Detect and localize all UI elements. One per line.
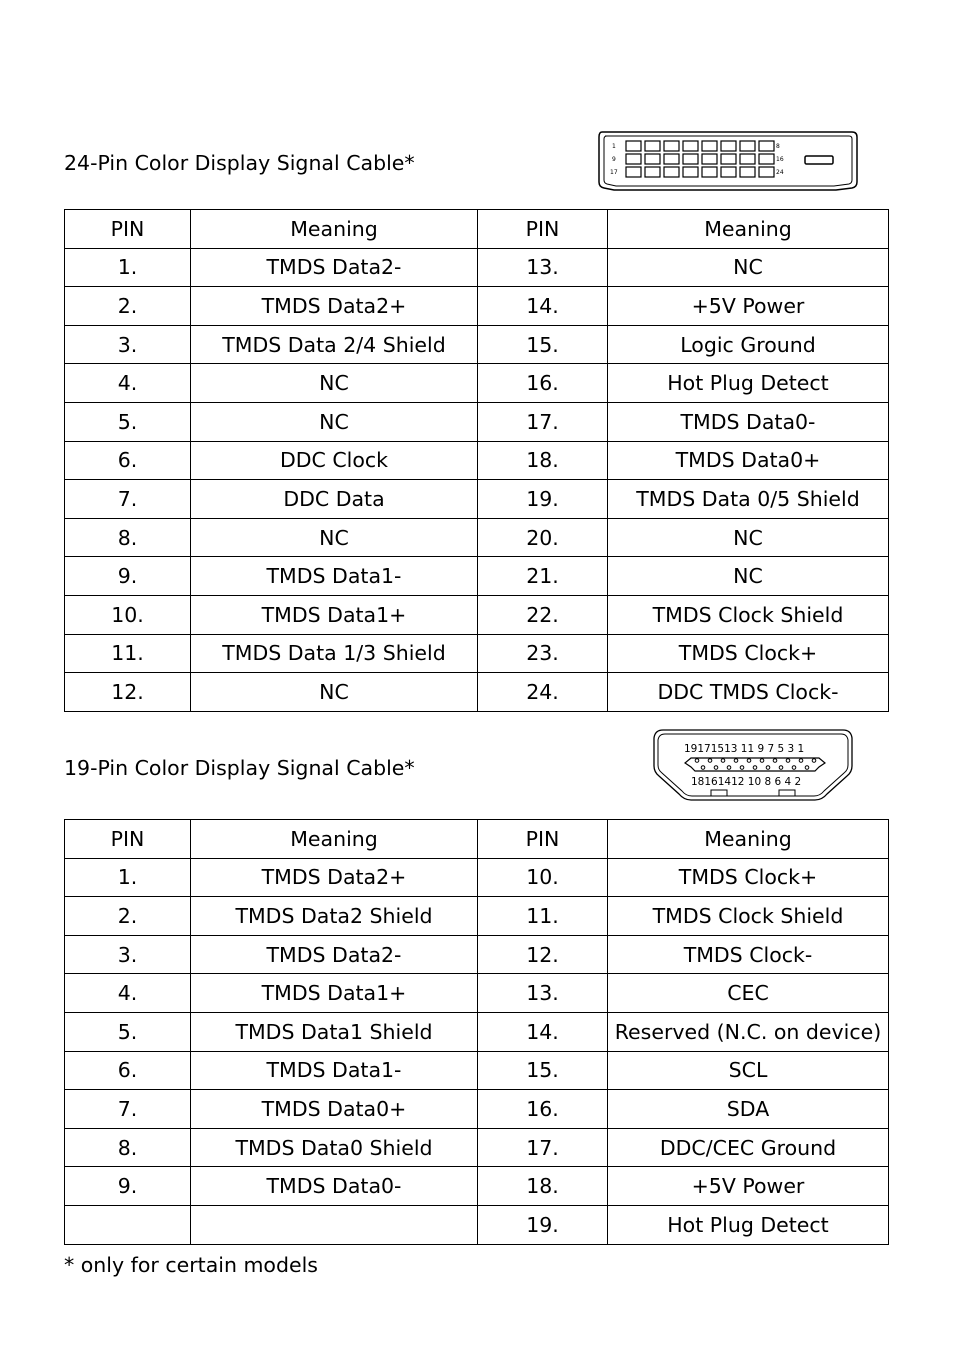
pin-number-cell: 19. xyxy=(478,480,608,519)
pin-meaning-cell: DDC TMDS Clock- xyxy=(608,673,889,712)
dvi-pin-socket xyxy=(645,154,660,164)
pin-number-cell: 4. xyxy=(65,974,191,1013)
hdmi-pin-contact xyxy=(708,759,712,763)
pin-number-cell: 13. xyxy=(478,974,608,1013)
pin-meaning-cell: Hot Plug Detect xyxy=(608,364,889,403)
pin-number-cell: 20. xyxy=(478,518,608,557)
pin-meaning-cell: TMDS Clock+ xyxy=(608,858,889,897)
hdmi-pin-contact xyxy=(766,766,770,770)
pin-number-cell: 5. xyxy=(65,402,191,441)
table-row xyxy=(65,595,889,634)
dvi-pin-socket xyxy=(626,141,641,151)
column-header: PIN xyxy=(478,820,608,859)
pin-meaning-cell: TMDS Data 0/5 Shield xyxy=(608,480,889,519)
pin-number-cell: 6. xyxy=(65,1051,191,1090)
hdmi-pin-contact xyxy=(779,766,783,770)
hdmi-pin-contact xyxy=(721,759,725,763)
pin-meaning-cell: TMDS Data1 Shield xyxy=(191,1012,478,1051)
pin-meaning-cell: TMDS Data2- xyxy=(191,935,478,974)
column-header: Meaning xyxy=(191,210,478,249)
pin-number-cell: 19. xyxy=(478,1205,608,1244)
hdmi-pin-contact xyxy=(812,759,816,763)
dvi-pin-socket xyxy=(664,141,679,151)
dvi-pin-socket xyxy=(759,154,774,164)
table-row xyxy=(65,897,889,936)
table-row xyxy=(65,1090,889,1129)
dvi-connector-icon xyxy=(596,130,860,194)
pin-meaning-cell: TMDS Data2- xyxy=(191,248,478,287)
dvi-pin-label: 17 xyxy=(610,169,618,176)
dvi-pin-socket xyxy=(759,141,774,151)
table-row xyxy=(65,673,889,712)
hdmi-pin-contact xyxy=(714,766,718,770)
pin-meaning-cell: Hot Plug Detect xyxy=(608,1205,889,1244)
pin-number-cell: 17. xyxy=(478,1128,608,1167)
pin-meaning-cell: SDA xyxy=(608,1090,889,1129)
pin-number-cell: 2. xyxy=(65,287,191,326)
pin-number-cell: 18. xyxy=(478,441,608,480)
pin-meaning-cell: TMDS Data 2/4 Shield xyxy=(191,325,478,364)
dvi-pin-socket xyxy=(683,141,698,151)
pin-meaning-cell: TMDS Data2+ xyxy=(191,858,478,897)
table-header-row xyxy=(65,820,889,859)
pin-number-cell: 3. xyxy=(65,935,191,974)
pin-number-cell: 1. xyxy=(65,248,191,287)
footnote: * only for certain models xyxy=(64,1253,318,1277)
dvi-pin-label: 9 xyxy=(612,156,616,163)
dvi-caption: 24-Pin Color Display Signal Cable* xyxy=(64,151,415,175)
pin-number-cell: 15. xyxy=(478,325,608,364)
pin-number-cell: 7. xyxy=(65,480,191,519)
column-header: PIN xyxy=(478,210,608,249)
dvi-pin-socket xyxy=(664,154,679,164)
hdmi-pin-contact xyxy=(753,766,757,770)
pin-meaning-cell: Logic Ground xyxy=(608,325,889,364)
pin-meaning-cell: +5V Power xyxy=(608,1167,889,1206)
dvi-pin-socket xyxy=(702,167,717,177)
pin-number-cell: 16. xyxy=(478,364,608,403)
pin-meaning-cell: NC xyxy=(191,364,478,403)
pin-number-cell: 12. xyxy=(478,935,608,974)
pin-meaning-cell: NC xyxy=(191,673,478,712)
dvi-pin-table xyxy=(64,209,889,712)
pin-meaning-cell: TMDS Data 1/3 Shield xyxy=(191,634,478,673)
hdmi-pin-contact xyxy=(740,766,744,770)
table-row xyxy=(65,441,889,480)
pin-meaning-cell: NC xyxy=(191,402,478,441)
dvi-pin-socket xyxy=(683,154,698,164)
dvi-pin-socket xyxy=(740,154,755,164)
pin-number-cell: 14. xyxy=(478,1012,608,1051)
hdmi-pin-contact xyxy=(727,766,731,770)
pin-number-cell: 7. xyxy=(65,1090,191,1129)
pin-number-cell: 16. xyxy=(478,1090,608,1129)
table-row xyxy=(65,1128,889,1167)
pin-meaning-cell: TMDS Clock+ xyxy=(608,634,889,673)
dvi-pin-socket xyxy=(702,154,717,164)
dvi-pin-socket xyxy=(740,141,755,151)
table-row xyxy=(65,287,889,326)
hdmi-pin-contact xyxy=(701,766,705,770)
pin-number-cell: 14. xyxy=(478,287,608,326)
hdmi-pin-label-top: 19171513 11 9 7 5 3 1 xyxy=(684,743,805,755)
hdmi-pin-contact xyxy=(695,759,699,763)
pin-meaning-cell: TMDS Data1- xyxy=(191,557,478,596)
pin-meaning-cell: TMDS Data0- xyxy=(608,402,889,441)
dvi-pin-socket xyxy=(721,167,736,177)
pin-meaning-cell: TMDS Data0 Shield xyxy=(191,1128,478,1167)
dvi-pin-label: 8 xyxy=(776,143,780,150)
dvi-pin-socket xyxy=(645,167,660,177)
table-row xyxy=(65,364,889,403)
pin-meaning-cell: +5V Power xyxy=(608,287,889,326)
dvi-pin-socket xyxy=(683,167,698,177)
pin-number-cell: 3. xyxy=(65,325,191,364)
pin-number-cell: 15. xyxy=(478,1051,608,1090)
table-row xyxy=(65,634,889,673)
table-row xyxy=(65,935,889,974)
table-header-row xyxy=(65,210,889,249)
hdmi-pin-contact xyxy=(773,759,777,763)
pin-number-cell: 8. xyxy=(65,518,191,557)
dvi-pin-label: 1 xyxy=(612,143,616,150)
hdmi-pin-contact xyxy=(734,759,738,763)
hdmi-pin-contact xyxy=(747,759,751,763)
pin-meaning-cell: NC xyxy=(608,518,889,557)
hdmi-pin-contact xyxy=(792,766,796,770)
table-row xyxy=(65,1167,889,1206)
column-header: PIN xyxy=(65,210,191,249)
hdmi-pin-contact xyxy=(760,759,764,763)
column-header: Meaning xyxy=(608,210,889,249)
pin-number-cell: 11. xyxy=(478,897,608,936)
pin-number-cell: 22. xyxy=(478,595,608,634)
hdmi-pin-label-bottom: 18161412 10 8 6 4 2 xyxy=(691,776,802,788)
pin-meaning-cell: TMDS Data1+ xyxy=(191,974,478,1013)
pin-meaning-cell: Reserved (N.C. on device) xyxy=(608,1012,889,1051)
dvi-pin-socket xyxy=(721,154,736,164)
hdmi-pin-contact xyxy=(805,766,809,770)
hdmi-pin-table xyxy=(64,819,889,1245)
dvi-pin-socket xyxy=(664,167,679,177)
pin-meaning-cell: DDC/CEC Ground xyxy=(608,1128,889,1167)
pin-meaning-cell xyxy=(191,1205,478,1244)
pin-meaning-cell: CEC xyxy=(608,974,889,1013)
pin-number-cell: 21. xyxy=(478,557,608,596)
pin-number-cell: 18. xyxy=(478,1167,608,1206)
dvi-pin-socket xyxy=(645,141,660,151)
column-header: Meaning xyxy=(608,820,889,859)
pin-number-cell: 10. xyxy=(478,858,608,897)
table-row xyxy=(65,974,889,1013)
table-row xyxy=(65,480,889,519)
pin-number-cell: 6. xyxy=(65,441,191,480)
pin-meaning-cell: TMDS Data2 Shield xyxy=(191,897,478,936)
pin-meaning-cell: TMDS Data0+ xyxy=(191,1090,478,1129)
pin-number-cell: 13. xyxy=(478,248,608,287)
dvi-pin-socket xyxy=(740,167,755,177)
dvi-blade-icon xyxy=(805,156,833,164)
pin-meaning-cell: TMDS Data1- xyxy=(191,1051,478,1090)
pin-meaning-cell: TMDS Data0- xyxy=(191,1167,478,1206)
pin-meaning-cell: TMDS Data0+ xyxy=(608,441,889,480)
pin-number-cell: 9. xyxy=(65,557,191,596)
pin-number-cell: 12. xyxy=(65,673,191,712)
dvi-pin-socket xyxy=(702,141,717,151)
pin-number-cell: 9. xyxy=(65,1167,191,1206)
dvi-pin-label: 24 xyxy=(776,169,784,176)
table-row xyxy=(65,1012,889,1051)
table-row xyxy=(65,325,889,364)
pin-number-cell: 4. xyxy=(65,364,191,403)
dvi-pin-label: 16 xyxy=(776,156,784,163)
pin-number-cell: 23. xyxy=(478,634,608,673)
dvi-pin-socket xyxy=(626,167,641,177)
table-row xyxy=(65,248,889,287)
dvi-pin-socket xyxy=(759,167,774,177)
pin-meaning-cell: NC xyxy=(191,518,478,557)
column-header: PIN xyxy=(65,820,191,859)
pin-number-cell: 2. xyxy=(65,897,191,936)
column-header: Meaning xyxy=(191,820,478,859)
pin-meaning-cell: TMDS Clock- xyxy=(608,935,889,974)
hdmi-pin-contact xyxy=(786,759,790,763)
pin-number-cell: 10. xyxy=(65,595,191,634)
dvi-pin-socket xyxy=(626,154,641,164)
pin-meaning-cell: TMDS Clock Shield xyxy=(608,595,889,634)
table-row xyxy=(65,402,889,441)
pin-number-cell: 1. xyxy=(65,858,191,897)
table-row xyxy=(65,1205,889,1244)
hdmi-pin-contact xyxy=(799,759,803,763)
table-row xyxy=(65,858,889,897)
hdmi-caption: 19-Pin Color Display Signal Cable* xyxy=(64,756,415,780)
pin-meaning-cell: TMDS Data1+ xyxy=(191,595,478,634)
table-row xyxy=(65,557,889,596)
table-row xyxy=(65,1051,889,1090)
hdmi-connector-icon xyxy=(651,728,855,804)
dvi-pin-socket xyxy=(721,141,736,151)
pin-meaning-cell: TMDS Data2+ xyxy=(191,287,478,326)
pin-number-cell xyxy=(65,1205,191,1244)
pin-number-cell: 17. xyxy=(478,402,608,441)
pin-number-cell: 11. xyxy=(65,634,191,673)
pin-meaning-cell: SCL xyxy=(608,1051,889,1090)
pin-number-cell: 24. xyxy=(478,673,608,712)
pin-meaning-cell: NC xyxy=(608,248,889,287)
pin-meaning-cell: TMDS Clock Shield xyxy=(608,897,889,936)
pin-meaning-cell: NC xyxy=(608,557,889,596)
pin-meaning-cell: DDC Clock xyxy=(191,441,478,480)
pin-meaning-cell: DDC Data xyxy=(191,480,478,519)
pin-number-cell: 8. xyxy=(65,1128,191,1167)
pin-number-cell: 5. xyxy=(65,1012,191,1051)
table-row xyxy=(65,518,889,557)
